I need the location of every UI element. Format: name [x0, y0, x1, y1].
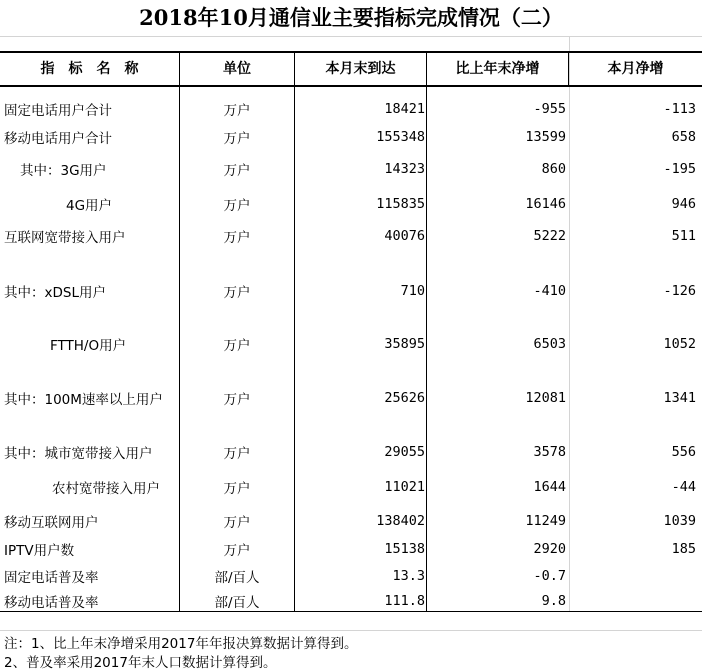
row-unit: 部/百人 [214, 595, 260, 611]
row-vs-last-year: 13599 [525, 129, 566, 145]
table-row [0, 507, 702, 535]
header-month-net: 本月净增 [607, 61, 664, 77]
row-month-net: -126 [663, 283, 696, 299]
table-row [0, 535, 702, 563]
header-month-end: 本月末到达 [325, 61, 396, 77]
row-vs-last-year: -410 [533, 283, 566, 299]
row-month-net: -113 [663, 101, 696, 117]
row-unit: 万户 [223, 515, 251, 531]
row-vs-last-year: 11249 [525, 513, 566, 529]
row-vs-last-year: 9.8 [541, 593, 566, 609]
row-month-net: 511 [671, 228, 696, 244]
row-vs-last-year: -955 [533, 101, 566, 117]
row-month-net: 556 [671, 444, 696, 460]
table-row [0, 277, 702, 305]
row-month-end: 25626 [384, 390, 425, 406]
row-name: 固定电话普及率 [4, 570, 99, 586]
row-name: 4G用户 [66, 198, 113, 214]
row-unit: 万户 [223, 446, 251, 462]
row-month-net: -195 [663, 161, 696, 177]
footnote: 注：1、比上年末净增采用2017年年报决算数据计算得到。 [4, 636, 358, 652]
row-vs-last-year: 5222 [533, 228, 566, 244]
row-vs-last-year: 1644 [533, 479, 566, 495]
row-month-net: 658 [671, 129, 696, 145]
row-month-net: -44 [671, 479, 696, 495]
row-name: FTTH/O用户 [50, 338, 127, 354]
row-month-end: 13.3 [392, 568, 425, 584]
row-name: 其中：城市宽带接入用户 [4, 446, 153, 462]
table-row [0, 438, 702, 466]
row-name: 固定电话用户合计 [4, 103, 112, 119]
row-month-end: 115835 [376, 196, 425, 212]
row-unit: 万户 [223, 230, 251, 246]
table-row [0, 155, 702, 183]
row-name: 其中：xDSL用户 [4, 285, 106, 301]
row-unit: 万户 [223, 131, 251, 147]
row-unit: 万户 [223, 198, 251, 214]
row-name: 其中：100M速率以上用户 [4, 392, 163, 408]
row-unit: 万户 [223, 285, 251, 301]
row-vs-last-year: 860 [541, 161, 566, 177]
header-name: 指 标 名 称 [40, 61, 139, 77]
row-month-end: 11021 [384, 479, 425, 495]
row-name: 移动电话用户合计 [4, 131, 112, 147]
row-name: 移动互联网用户 [4, 515, 99, 531]
row-unit: 部/百人 [214, 570, 260, 586]
row-unit: 万户 [223, 163, 251, 179]
table-row [0, 330, 702, 358]
header-unit: 单位 [223, 61, 251, 77]
row-name: 互联网宽带接入用户 [4, 230, 126, 246]
row-month-end: 111.8 [384, 593, 425, 609]
table-row [0, 473, 702, 501]
row-unit: 万户 [223, 103, 251, 119]
row-month-end: 138402 [376, 513, 425, 529]
gridline [0, 630, 702, 631]
gridline [0, 36, 702, 37]
row-month-net [569, 589, 696, 613]
row-vs-last-year: -0.7 [533, 568, 566, 584]
row-month-end: 18421 [384, 101, 425, 117]
row-vs-last-year: 3578 [533, 444, 566, 460]
table-row [0, 95, 702, 123]
table-row [0, 563, 702, 589]
row-unit: 万户 [223, 543, 251, 559]
row-month-end: 15138 [384, 541, 425, 557]
row-month-end: 29055 [384, 444, 425, 460]
header-vs-last-year: 比上年末净增 [455, 61, 540, 77]
row-month-net: 1052 [663, 336, 696, 352]
table-row [0, 589, 702, 613]
row-unit: 万户 [223, 338, 251, 354]
row-month-end: 14323 [384, 161, 425, 177]
row-month-end: 35895 [384, 336, 425, 352]
row-name: 移动电话普及率 [4, 595, 99, 611]
row-month-net [569, 563, 696, 589]
row-unit: 万户 [223, 392, 251, 408]
row-month-end: 40076 [384, 228, 425, 244]
row-month-end: 155348 [376, 129, 425, 145]
row-month-end: 710 [400, 283, 425, 299]
page-title: 2018年10月通信业主要指标完成情况（二） [139, 5, 563, 30]
footnote: 2、普及率采用2017年末人口数据计算得到。 [4, 655, 277, 671]
row-month-net: 185 [671, 541, 696, 557]
row-vs-last-year: 12081 [525, 390, 566, 406]
row-vs-last-year: 2920 [533, 541, 566, 557]
row-unit: 万户 [223, 481, 251, 497]
row-name: 其中：3G用户 [20, 163, 107, 179]
row-name: 农村宽带接入用户 [52, 481, 160, 497]
row-vs-last-year: 16146 [525, 196, 566, 212]
row-month-net: 946 [671, 196, 696, 212]
table-row [0, 190, 702, 218]
table-row [0, 384, 702, 412]
row-vs-last-year: 6503 [533, 336, 566, 352]
table-row [0, 222, 702, 250]
table-row [0, 123, 702, 151]
row-month-net: 1039 [663, 513, 696, 529]
row-name: IPTV用户数 [4, 543, 75, 559]
row-month-net: 1341 [663, 390, 696, 406]
